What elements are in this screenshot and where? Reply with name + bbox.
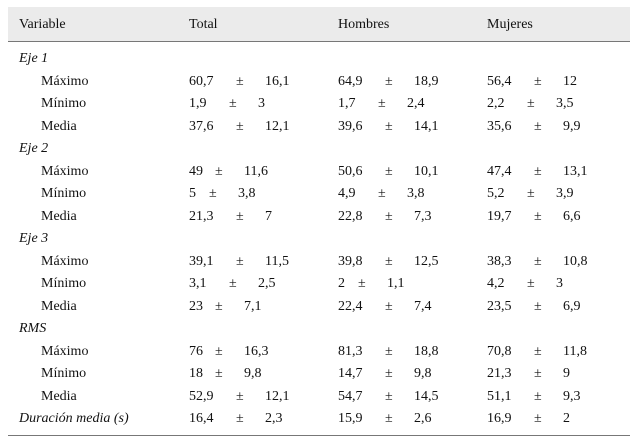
mujeres-sd: 13,1 xyxy=(563,163,588,179)
total-pm: ± xyxy=(215,366,223,381)
mujeres-sd: 9,3 xyxy=(563,388,581,404)
row-label: Media xyxy=(41,298,77,314)
hombres-pm: ± xyxy=(385,298,393,314)
section-label: Eje 2 xyxy=(19,141,49,156)
mujeres-mean: 2,2 xyxy=(487,96,505,111)
total-mean: 21,3 xyxy=(189,208,214,224)
row-label: Mínimo xyxy=(41,96,87,111)
hombres-sd: 14,5 xyxy=(414,388,439,404)
hombres-pm: ± xyxy=(385,411,393,426)
mujeres-mean: 21,3 xyxy=(487,366,512,381)
mujeres-mean: 38,3 xyxy=(487,253,512,269)
hombres-sd: 9,8 xyxy=(414,366,432,381)
hombres-sd: 2,4 xyxy=(407,96,425,111)
row-label: Media xyxy=(41,388,77,404)
mujeres-sd: 2 xyxy=(563,411,570,426)
mujeres-sd: 3,5 xyxy=(556,96,574,111)
mujeres-sd: 10,8 xyxy=(563,253,588,269)
total-pm: ± xyxy=(236,253,244,269)
mujeres-mean: 23,5 xyxy=(487,298,512,314)
section-label: Duración media (s) xyxy=(19,411,129,426)
total-mean: 5 xyxy=(189,186,196,201)
total-sd: 3,8 xyxy=(238,186,256,201)
mujeres-pm: ± xyxy=(534,388,542,404)
total-mean: 52,9 xyxy=(189,388,214,404)
mujeres-sd: 3 xyxy=(556,276,563,291)
hombres-pm: ± xyxy=(385,253,393,269)
hombres-mean: 15,9 xyxy=(338,411,363,426)
mujeres-pm: ± xyxy=(534,366,542,381)
mujeres-pm: ± xyxy=(527,186,535,201)
hombres-sd: 2,6 xyxy=(414,411,432,426)
total-pm: ± xyxy=(236,388,244,404)
header-mujeres: Mujeres xyxy=(487,17,533,32)
row-label: Mínimo xyxy=(41,186,87,201)
total-pm: ± xyxy=(229,96,237,111)
header-hombres: Hombres xyxy=(338,17,390,32)
hombres-pm: ± xyxy=(385,388,393,404)
total-pm: ± xyxy=(215,298,223,314)
hombres-mean: 14,7 xyxy=(338,366,363,381)
total-mean: 3,1 xyxy=(189,276,207,291)
mujeres-mean: 70,8 xyxy=(487,343,512,359)
total-sd: 9,8 xyxy=(244,366,262,381)
mujeres-pm: ± xyxy=(527,96,535,111)
mujeres-pm: ± xyxy=(527,276,535,291)
hombres-sd: 7,4 xyxy=(414,298,432,314)
hombres-mean: 39,8 xyxy=(338,253,363,269)
total-pm: ± xyxy=(236,411,244,426)
mujeres-pm: ± xyxy=(534,411,542,426)
total-sd: 11,6 xyxy=(244,163,268,179)
hombres-sd: 18,9 xyxy=(414,73,439,89)
total-mean: 16,4 xyxy=(189,411,214,426)
hombres-mean: 81,3 xyxy=(338,343,363,359)
total-mean: 23 xyxy=(189,298,203,314)
hombres-mean: 22,4 xyxy=(338,298,363,314)
total-pm: ± xyxy=(236,73,244,89)
total-mean: 18 xyxy=(189,366,203,381)
mujeres-pm: ± xyxy=(534,118,542,134)
mujeres-mean: 4,2 xyxy=(487,276,505,291)
hombres-mean: 39,6 xyxy=(338,118,363,134)
mujeres-pm: ± xyxy=(534,73,542,89)
hombres-pm: ± xyxy=(385,73,393,89)
hombres-pm: ± xyxy=(378,96,386,111)
row-label: Media xyxy=(41,118,77,134)
total-sd: 12,1 xyxy=(265,118,290,134)
hombres-mean: 2 xyxy=(338,276,345,291)
hombres-mean: 1,7 xyxy=(338,96,356,111)
mujeres-mean: 51,1 xyxy=(487,388,512,404)
hombres-sd: 18,8 xyxy=(414,343,439,359)
table-header xyxy=(8,7,630,42)
total-mean: 39,1 xyxy=(189,253,214,269)
mujeres-sd: 6,9 xyxy=(563,298,581,314)
mujeres-sd: 6,6 xyxy=(563,208,581,224)
hombres-sd: 10,1 xyxy=(414,163,439,179)
hombres-sd: 3,8 xyxy=(407,186,425,201)
hombres-pm: ± xyxy=(378,186,386,201)
total-sd: 16,1 xyxy=(265,73,290,89)
hombres-mean: 22,8 xyxy=(338,208,363,224)
section-label: Eje 3 xyxy=(19,231,49,246)
mujeres-mean: 35,6 xyxy=(487,118,512,134)
mujeres-mean: 56,4 xyxy=(487,73,512,89)
row-label: Máximo xyxy=(41,343,89,359)
total-mean: 1,9 xyxy=(189,96,207,111)
hombres-pm: ± xyxy=(385,343,393,359)
total-mean: 76 xyxy=(189,343,203,359)
hombres-pm: ± xyxy=(385,118,393,134)
mujeres-pm: ± xyxy=(534,163,542,179)
mujeres-mean: 16,9 xyxy=(487,411,512,426)
bottom-rule xyxy=(8,435,630,436)
mujeres-pm: ± xyxy=(534,298,542,314)
header-total: Total xyxy=(189,17,218,32)
hombres-pm: ± xyxy=(385,163,393,179)
total-sd: 7,1 xyxy=(244,298,262,314)
hombres-sd: 12,5 xyxy=(414,253,439,269)
hombres-pm: ± xyxy=(358,276,366,291)
total-sd: 7 xyxy=(265,208,272,224)
row-label: Media xyxy=(41,208,77,224)
row-label: Mínimo xyxy=(41,276,87,291)
hombres-sd: 7,3 xyxy=(414,208,432,224)
row-label: Mínimo xyxy=(41,366,87,381)
total-sd: 11,5 xyxy=(265,253,289,269)
total-sd: 2,3 xyxy=(265,411,283,426)
hombres-pm: ± xyxy=(385,366,393,381)
header-variable: Variable xyxy=(19,17,66,32)
total-mean: 60,7 xyxy=(189,73,214,89)
mujeres-mean: 19,7 xyxy=(487,208,512,224)
hombres-mean: 54,7 xyxy=(338,388,363,404)
hombres-sd: 14,1 xyxy=(414,118,439,134)
mujeres-sd: 11,8 xyxy=(563,343,587,359)
mujeres-mean: 5,2 xyxy=(487,186,505,201)
hombres-sd: 1,1 xyxy=(387,276,405,291)
row-label: Máximo xyxy=(41,253,89,269)
mujeres-mean: 47,4 xyxy=(487,163,512,179)
row-label: Máximo xyxy=(41,73,89,89)
total-sd: 12,1 xyxy=(265,388,290,404)
data-table xyxy=(8,7,630,436)
total-sd: 16,3 xyxy=(244,343,269,359)
total-mean: 49 xyxy=(189,163,203,179)
hombres-mean: 50,6 xyxy=(338,163,363,179)
hombres-mean: 64,9 xyxy=(338,73,363,89)
total-pm: ± xyxy=(229,276,237,291)
section-label: Eje 1 xyxy=(19,51,49,66)
total-sd: 3 xyxy=(258,96,265,111)
mujeres-sd: 9,9 xyxy=(563,118,581,134)
total-sd: 2,5 xyxy=(258,276,276,291)
mujeres-sd: 3,9 xyxy=(556,186,574,201)
mujeres-pm: ± xyxy=(534,253,542,269)
hombres-mean: 4,9 xyxy=(338,186,356,201)
row-label: Máximo xyxy=(41,163,89,179)
total-pm: ± xyxy=(236,208,244,224)
total-pm: ± xyxy=(215,343,223,359)
mujeres-pm: ± xyxy=(534,343,542,359)
mujeres-sd: 9 xyxy=(563,366,570,381)
mujeres-sd: 12 xyxy=(563,73,577,89)
total-pm: ± xyxy=(215,163,223,179)
total-pm: ± xyxy=(236,118,244,134)
section-label: RMS xyxy=(19,321,47,336)
total-mean: 37,6 xyxy=(189,118,214,134)
total-pm: ± xyxy=(209,186,217,201)
mujeres-pm: ± xyxy=(534,208,542,224)
hombres-pm: ± xyxy=(385,208,393,224)
